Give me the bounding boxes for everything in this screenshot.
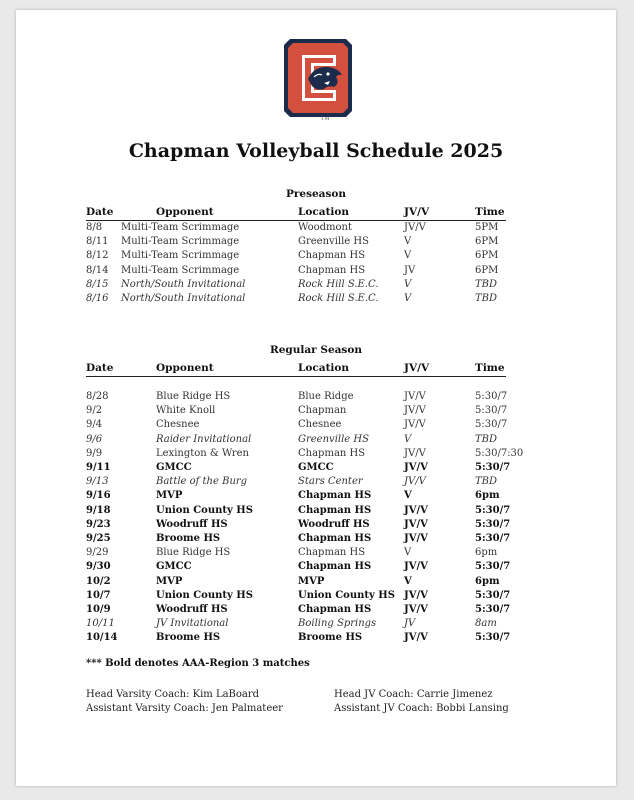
cell-level: JV/V xyxy=(404,589,428,601)
cell-date: 10/7 xyxy=(86,589,111,601)
table-row xyxy=(86,462,546,476)
preseason-column-headers xyxy=(86,206,506,221)
cell-location: Woodmont xyxy=(298,222,353,233)
cell-time: 5:30/7 xyxy=(475,533,511,544)
cell-time: 5:30/7 xyxy=(475,604,511,615)
assistant-jv-coach: Assistant JV Coach: Bobbi Lansing xyxy=(334,703,509,714)
cell-location: Woodruff HS xyxy=(298,518,370,530)
chapman-panther-logo xyxy=(284,39,352,117)
cell-date: 9/16 xyxy=(86,490,111,502)
cell-location: Chapman HS xyxy=(298,490,372,502)
cell-time: 5:30/7 xyxy=(475,589,511,601)
cell-level: JV/V xyxy=(404,518,428,530)
cell-location: Chesnee xyxy=(298,419,342,431)
col-opponent: Opponent xyxy=(156,206,214,218)
table-row xyxy=(86,590,546,604)
col-date: Date xyxy=(86,206,114,218)
cell-level: JV/V xyxy=(404,405,426,417)
table-row xyxy=(86,391,546,405)
cell-time: TBD xyxy=(475,476,498,488)
col-location: Location xyxy=(298,206,350,218)
cell-time: 6pm xyxy=(475,547,498,559)
cell-location: Greenville HS xyxy=(298,433,369,445)
cell-opponent: Multi-Team Scrimmage xyxy=(121,250,240,262)
table-row xyxy=(86,604,546,618)
cell-location: Union County HS xyxy=(298,589,395,601)
cell-opponent: MVP xyxy=(156,575,183,587)
cell-time: 5:30/7 xyxy=(475,504,511,516)
cell-opponent: Multi-Team Scrimmage xyxy=(121,264,240,276)
cell-date: 9/4 xyxy=(86,419,103,431)
cell-time: 5PM xyxy=(475,222,499,233)
cell-level: JV/V xyxy=(404,462,428,473)
table-row xyxy=(86,505,546,519)
table-row xyxy=(86,222,546,236)
regular-season-heading: Regular Season xyxy=(270,344,362,356)
page-title: Chapman Volleyball Schedule 2025 xyxy=(128,140,504,162)
col-level: JV/V xyxy=(404,362,430,374)
col-location: Location xyxy=(298,362,350,374)
cell-opponent: MVP xyxy=(156,490,183,502)
cell-location: Blue Ridge xyxy=(298,391,354,402)
table-row xyxy=(86,519,546,533)
regular-column-headers xyxy=(86,362,506,377)
table-row xyxy=(86,279,546,293)
cell-date: 9/29 xyxy=(86,547,109,559)
cell-opponent: White Knoll xyxy=(156,405,216,417)
table-row xyxy=(86,236,546,250)
cell-level: JV/V xyxy=(404,504,428,516)
cell-level: JV xyxy=(404,264,416,276)
assistant-varsity-coach: Assistant Varsity Coach: Jen Palmateer xyxy=(86,703,283,714)
cell-opponent: North/South Invitational xyxy=(121,293,246,304)
cell-time: TBD xyxy=(475,293,498,304)
table-row xyxy=(86,632,546,646)
cell-date: 8/12 xyxy=(86,250,109,262)
cell-level: V xyxy=(404,250,412,262)
cell-level: JV/V xyxy=(404,476,426,488)
cell-date: 10/14 xyxy=(86,632,118,644)
table-row xyxy=(86,419,546,433)
cell-date: 9/30 xyxy=(86,561,111,573)
cell-opponent: Woodruff HS xyxy=(156,518,228,530)
cell-date: 9/2 xyxy=(86,405,103,417)
cell-date: 8/11 xyxy=(86,236,109,248)
cell-opponent: Broome HS xyxy=(156,632,221,644)
cell-location: GMCC xyxy=(298,462,334,473)
cell-location: Chapman HS xyxy=(298,504,372,516)
cell-date: 8/14 xyxy=(86,264,109,276)
schedule-page xyxy=(16,10,616,786)
cell-level: JV/V xyxy=(404,604,428,615)
cell-opponent: Multi-Team Scrimmage xyxy=(121,236,240,248)
cell-date: 9/9 xyxy=(86,447,103,459)
cell-level: JV/V xyxy=(404,632,428,644)
cell-opponent: Union County HS xyxy=(156,589,253,601)
cell-level: JV/V xyxy=(404,561,428,573)
col-opponent: Opponent xyxy=(156,362,214,374)
cell-location: Greenville HS xyxy=(298,236,369,248)
cell-level: V xyxy=(404,547,412,559)
cell-location: Chapman HS xyxy=(298,547,366,559)
cell-location: Chapman HS xyxy=(298,447,366,459)
cell-opponent: GMCC xyxy=(156,462,192,473)
col-date: Date xyxy=(86,362,114,374)
cell-location: Chapman HS xyxy=(298,604,372,615)
cell-date: 9/25 xyxy=(86,533,111,544)
table-row xyxy=(86,618,546,632)
cell-time: 6PM xyxy=(475,236,499,248)
cell-date: 8/15 xyxy=(86,278,109,290)
cell-level: V xyxy=(404,490,412,502)
cell-opponent: Battle of the Burg xyxy=(156,476,248,488)
cell-level: V xyxy=(404,433,412,445)
cell-time: 8am xyxy=(475,618,497,630)
table-row xyxy=(86,293,546,307)
cell-opponent: JV Invitational xyxy=(156,618,229,630)
table-row xyxy=(86,547,546,561)
cell-location: Chapman HS xyxy=(298,561,372,573)
cell-opponent: Blue Ridge HS xyxy=(156,547,231,559)
cell-location: Chapman HS xyxy=(298,533,372,544)
cell-date: 9/13 xyxy=(86,476,109,488)
col-time: Time xyxy=(475,362,505,374)
cell-opponent: Raider Invitational xyxy=(156,433,252,445)
cell-location: Chapman xyxy=(298,405,347,417)
cell-level: V xyxy=(404,278,412,290)
cell-date: 9/18 xyxy=(86,504,111,516)
cell-location: Rock Hill S.E.C. xyxy=(298,293,379,304)
cell-time: 6PM xyxy=(475,250,499,262)
cell-time: 5:30/7 xyxy=(475,632,511,644)
cell-time: 5:30/7:30 xyxy=(475,447,524,459)
cell-time: 5:30/7 xyxy=(475,405,508,417)
preseason-heading: Preseason xyxy=(285,188,347,200)
table-row xyxy=(86,250,546,264)
table-row xyxy=(86,265,546,279)
cell-opponent: Blue Ridge HS xyxy=(156,391,231,402)
cell-level: JV xyxy=(404,618,416,630)
cell-date: 9/23 xyxy=(86,518,111,530)
cell-time: 5:30/7 xyxy=(475,419,508,431)
cell-level: JV/V xyxy=(404,447,426,459)
cell-time: 6pm xyxy=(475,490,500,502)
bold-legend-note: *** Bold denotes AAA-Region 3 matches xyxy=(86,658,310,669)
cell-time: TBD xyxy=(475,278,498,290)
table-row xyxy=(86,434,546,448)
cell-time: 5:30/7 xyxy=(475,462,511,473)
cell-level: V xyxy=(404,293,412,304)
table-row xyxy=(86,561,546,575)
cell-level: JV/V xyxy=(404,419,426,431)
cell-opponent: Union County HS xyxy=(156,504,253,516)
cell-date: 10/9 xyxy=(86,604,111,615)
col-level: JV/V xyxy=(404,206,430,218)
cell-location: Chapman HS xyxy=(298,250,366,262)
table-row xyxy=(86,405,546,419)
cell-date: 8/8 xyxy=(86,222,103,233)
cell-time: 6pm xyxy=(475,575,500,587)
cell-opponent: Chesnee xyxy=(156,419,200,431)
cell-date: 10/11 xyxy=(86,618,115,630)
cell-opponent: Broome HS xyxy=(156,533,221,544)
cell-date: 10/2 xyxy=(86,575,111,587)
head-varsity-coach: Head Varsity Coach: Kim LaBoard xyxy=(86,689,260,700)
cell-level: JV/V xyxy=(404,391,426,402)
cell-time: 6PM xyxy=(475,264,499,276)
table-row xyxy=(86,576,546,590)
table-row xyxy=(86,448,546,462)
cell-location: MVP xyxy=(298,575,325,587)
cell-date: 9/11 xyxy=(86,462,111,473)
table-row xyxy=(86,533,546,547)
cell-level: V xyxy=(404,575,412,587)
cell-location: Broome HS xyxy=(298,632,363,644)
cell-opponent: Lexington & Wren xyxy=(156,447,249,459)
cell-opponent: North/South Invitational xyxy=(121,278,246,290)
cell-time: 5:30/7 xyxy=(475,518,511,530)
cell-location: Stars Center xyxy=(298,476,363,488)
cell-time: 5:30/7 xyxy=(475,561,511,573)
cell-level: V xyxy=(404,236,412,248)
cell-location: Boiling Springs xyxy=(298,618,377,630)
cell-opponent: Multi-Team Scrimmage xyxy=(121,222,240,233)
col-time: Time xyxy=(475,206,505,218)
cell-time: 5:30/7 xyxy=(475,391,508,402)
trademark-mark: TM xyxy=(321,116,330,122)
cell-date: 8/16 xyxy=(86,293,109,304)
cell-level: JV/V xyxy=(404,222,426,233)
table-row xyxy=(86,490,546,504)
table-row xyxy=(86,476,546,490)
cell-opponent: Woodruff HS xyxy=(156,604,228,615)
cell-location: Chapman HS xyxy=(298,264,366,276)
head-jv-coach: Head JV Coach: Carrie Jimenez xyxy=(334,689,493,700)
cell-opponent: GMCC xyxy=(156,561,192,573)
cell-date: 8/28 xyxy=(86,391,109,402)
cell-location: Rock Hill S.E.C. xyxy=(298,278,379,290)
cell-date: 9/6 xyxy=(86,433,103,445)
cell-time: TBD xyxy=(475,433,498,445)
cell-level: JV/V xyxy=(404,533,428,544)
